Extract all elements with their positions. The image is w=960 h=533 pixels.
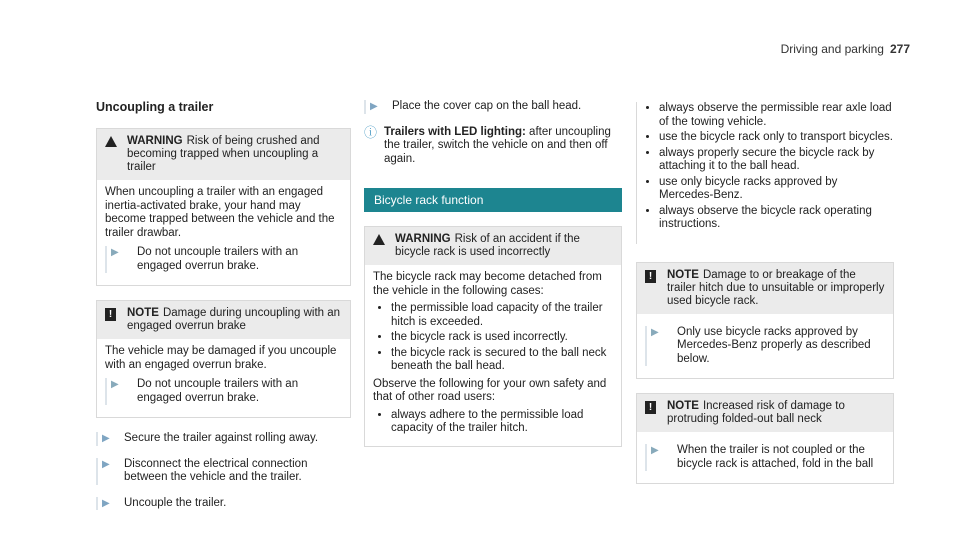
warning-heading: Risk of an accident if the bicycle rack is used incorrectly [395, 233, 580, 258]
list-item: • the bicycle rack is secured to the ball neck beneath the ball head. [391, 347, 613, 374]
note-heading: Damage to or breakage of the trailer hitch due to unsuitable or improperly used bicycle rack. [667, 268, 885, 307]
list-item: • always observe the permissible rear axle load of the towing vehicle. [659, 102, 894, 129]
info-icon: ⓘ [364, 124, 378, 140]
warning-box [364, 226, 622, 447]
warning-label: WARNING [395, 233, 451, 245]
note-box [636, 393, 894, 484]
note-heading: Damage during uncoupling with an engaged overrun brake [127, 307, 341, 332]
warning-icon [373, 234, 385, 245]
note-icon: ! [645, 270, 656, 283]
warning-body: When uncoupling a trailer with an engaged inertia-activated brake, your hand may become trapped between the vehicle and the trailer drawbar. [105, 186, 335, 239]
note-label: NOTE [667, 400, 699, 412]
section-bar: Bicycle rack function [364, 188, 622, 212]
arrow-icon: ▶ [645, 326, 673, 367]
list-item: • use the bicycle rack only to transport bicycles. [659, 131, 894, 145]
step: ▶ Uncouple the trailer. [96, 497, 351, 511]
section-name: Driving and parking [780, 42, 884, 56]
warning-list-2 [373, 409, 613, 436]
note-heading: Increased risk of damage to protruding folded-out ball neck [667, 400, 845, 425]
warning-icon [105, 136, 117, 147]
warning-step: Do not uncouple trailers with an engaged overrun brake. [137, 246, 299, 272]
page-number: 277 [889, 42, 910, 56]
list-item: • use only bicycle racks approved by Mercedes-Benz. [659, 176, 894, 203]
note-box [96, 300, 351, 418]
warning-heading: Risk of being crushed and becoming trapped when uncoupling a trailer [127, 135, 320, 173]
note-label: NOTE [127, 307, 159, 319]
note-step: Do not uncouple trailers with an engaged overrun brake. [137, 378, 299, 404]
note-body: The vehicle may be damaged if you uncouple with an engaged overrun brake. [105, 345, 337, 371]
arrow-icon: ▶ [105, 378, 133, 405]
tip-label: Trailers with LED lighting: [384, 125, 526, 138]
arrow-icon: ▶ [96, 497, 124, 511]
continued-list [636, 102, 894, 244]
list-item: • always observe the bicycle rack operating instructions. [659, 205, 894, 232]
step: ▶ Place the cover cap on the ball head. [364, 100, 622, 114]
page-header [781, 42, 910, 56]
column-2 [364, 100, 622, 461]
warning-box [96, 128, 351, 286]
note-box [636, 262, 894, 380]
note-label: NOTE [667, 268, 699, 281]
note-step: Only use bicycle racks approved by Mercedes-Benz properly as described below. [677, 325, 871, 365]
arrow-icon: ▶ [105, 246, 133, 273]
arrow-icon: ▶ [96, 458, 124, 485]
list-item: • the bicycle rack is used incorrectly. [391, 331, 613, 345]
list-item: • always properly secure the bicycle rack by attaching it to the ball head. [659, 147, 894, 174]
note-step: When the trailer is not coupled or the bicycle rack is attached, fold in the ball [677, 444, 874, 470]
warning-list [373, 302, 613, 374]
arrow-icon: ▶ [645, 444, 673, 471]
note-icon: ! [645, 401, 656, 414]
warning-outro: Observe the following for your own safety and that of other road users: [373, 377, 607, 403]
step: ▶ Disconnect the electrical connection between the vehicle and the trailer. [96, 458, 351, 485]
tip-text: after uncoupling the trailer, switch the vehicle on and then off again. [384, 125, 611, 165]
warning-label: WARNING [127, 135, 183, 147]
list-item: • always adhere to the permissible load capacity of the trailer hitch. [391, 409, 613, 436]
step: ▶ Secure the trailer against rolling away. [96, 432, 351, 446]
arrow-icon: ▶ [96, 432, 124, 446]
column-3 [636, 100, 894, 498]
note-icon: ! [105, 308, 116, 321]
column-1 [96, 100, 351, 522]
arrow-icon: ▶ [364, 100, 392, 114]
list-item: • the permissible load capacity of the trailer hitch is exceeded. [391, 302, 613, 329]
tip [364, 126, 622, 167]
warning-intro: The bicycle rack may become detached from the vehicle in the following cases: [373, 271, 602, 297]
section-title: Uncoupling a trailer [96, 100, 214, 114]
